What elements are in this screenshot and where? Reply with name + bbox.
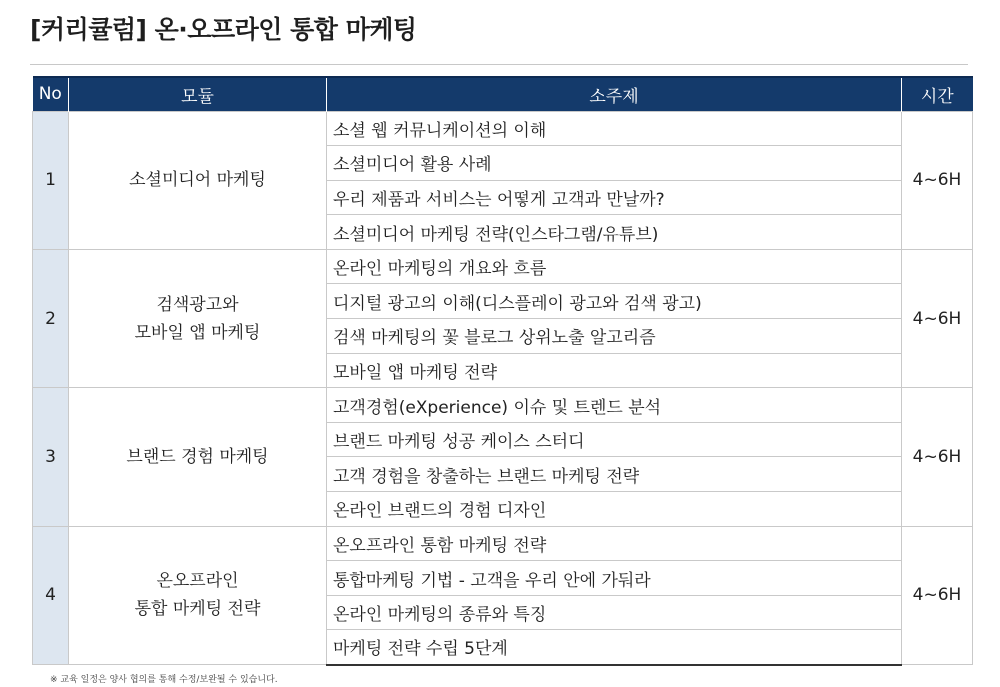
row-number: 2 [33, 249, 69, 387]
footnote: ※ 교육 일정은 양사 협의를 통해 수정/보완될 수 있습니다. [50, 675, 278, 685]
topic-cell: 브랜드 마케팅 성공 케이스 스터디 [327, 422, 902, 457]
topic-cell: 통합마케팅 기법 - 고객을 우리 안에 가둬라 [327, 561, 902, 596]
module-name-line: 온오프라인 [156, 571, 239, 592]
row-number: 4 [33, 526, 69, 664]
topic-cell: 모바일 앱 마케팅 전략 [327, 353, 902, 388]
table-row [33, 249, 973, 284]
topic-cell: 온라인 마케팅의 개요와 흐름 [327, 249, 902, 284]
topic-cell: 고객경험(eXperience) 이슈 및 트렌드 분석 [327, 388, 902, 423]
table-header-row [33, 77, 973, 111]
topic-cell: 소셜미디어 마케팅 전략(인스타그램/유튜브) [327, 215, 902, 250]
topic-cell: 고객 경험을 창출하는 브랜드 마케팅 전략 [327, 457, 902, 492]
time-cell: 4~6H [902, 111, 973, 249]
row-number: 3 [33, 388, 69, 526]
header-no: No [33, 77, 69, 111]
module-name [69, 111, 327, 249]
module-name-line: 검색광고와 [156, 294, 239, 315]
module-name [69, 388, 327, 526]
topic-cell: 온오프라인 통함 마케팅 전략 [327, 526, 902, 561]
curriculum-table [32, 76, 973, 666]
table-row [33, 388, 973, 423]
header-module: 모듈 [69, 77, 327, 111]
module-name-line: 통합 마케팅 전략 [134, 599, 261, 620]
topic-cell: 온라인 브랜드의 경험 디자인 [327, 492, 902, 527]
topic-cell: 검색 마케팅의 꽃 블로그 상위노출 알고리즘 [327, 319, 902, 354]
topic-cell: 소셜미디어 활용 사례 [327, 146, 902, 181]
module-name [69, 526, 327, 664]
table-row [33, 111, 973, 146]
topic-cell: 마케팅 전략 수립 5단계 [327, 630, 902, 665]
header-time: 시간 [902, 77, 973, 111]
topic-cell: 소셜 웹 커뮤니케이션의 이해 [327, 111, 902, 146]
time-cell: 4~6H [902, 249, 973, 387]
module-name-line: 브랜드 경험 마케팅 [126, 446, 269, 467]
title-divider [30, 64, 968, 65]
topic-cell: 디지털 광고의 이해(디스플레이 광고와 검색 광고) [327, 284, 902, 319]
module-name-line: 소셜미디어 마케팅 [129, 170, 266, 191]
module-name-line: 모바일 앱 마케팅 [134, 322, 261, 343]
page-title: [커리큘럼] 온·오프라인 통합 마케팅 [30, 15, 417, 44]
header-topics: 소주제 [327, 77, 902, 111]
topic-cell: 온라인 마케팅의 종류와 특징 [327, 595, 902, 630]
topic-cell: 우리 제품과 서비스는 어떻게 고객과 만날까? [327, 180, 902, 215]
time-cell: 4~6H [902, 388, 973, 526]
row-number: 1 [33, 111, 69, 249]
table-row [33, 526, 973, 561]
module-name [69, 249, 327, 387]
time-cell: 4~6H [902, 526, 973, 664]
